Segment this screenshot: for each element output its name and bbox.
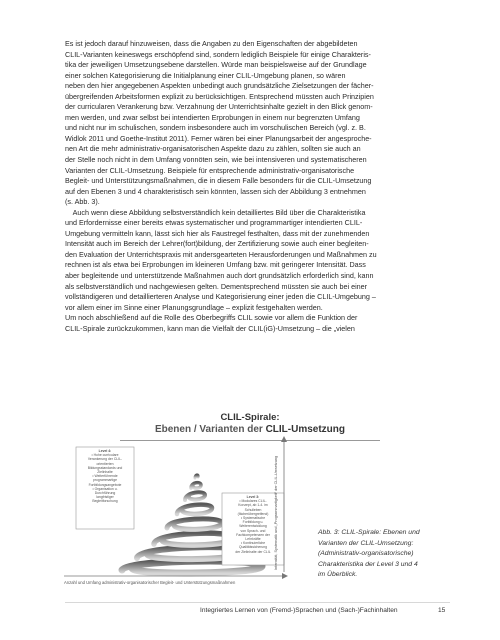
figure-caption: [318, 528, 458, 581]
level-3-line: Lehrkräfte: [245, 537, 261, 542]
horizontal-axis-label: Anzahl und Umfang administrativ-organisatorischer Begleit- und Unterstützungsmaßnahmen: [64, 580, 236, 585]
footer-rule: [65, 602, 450, 603]
text-line: auf den Ebenen 3 und 4 charakteristisch sein könnten, lassen sich der Abbildung 3 entnehmen: [65, 186, 366, 196]
text-line: vor allem einer im Sinne einer Planungsgrundlage – explizit festgehalten werden.: [65, 302, 323, 312]
paragraph-1: [65, 39, 445, 208]
text-line: Intensität auch im Bereich der Lehrer(fort)bildung, der Zertifizierung sowie auch einer begleiten-: [65, 239, 369, 249]
text-line: der Stelle noch nicht in dem Umfang vonnöten sein, wie bei intensiveren und systematischeren: [65, 155, 367, 165]
figure-title-line-1: CLIL-Spirale:: [220, 412, 280, 423]
text-line: neben den hier angegebenen Aspekten unbedingt auch grundsätzliche Zielsetzungen der fächer-: [65, 81, 374, 91]
level-4-line: • Organisation u.: [92, 486, 118, 491]
text-line: vollständigeren und detaillierteren Analyse und Kategorisierung einer jeden die CLIL-Umgebung –: [65, 292, 376, 302]
text-line: nen Art die mehr administrativ-organisatorischen Aspekte dazu zu zählen, sollten sie auch an: [65, 144, 361, 154]
text-line: und nicht nur im schulischen, sondern insbesondere auch im vorschulischen Bereich (vgl. z. B.: [65, 123, 366, 133]
figure-title-part-b: CLIL-Umsetzung: [265, 424, 346, 435]
caption-line: (Administrativ-organisatorische): [318, 550, 414, 557]
level-3-line: Qualitätssicherung: [238, 545, 268, 550]
level-3-line: von Sprach- und: [240, 528, 266, 533]
paragraph-2: [65, 208, 445, 335]
text-line: tika der jeweiligen Umsetzungsebene darstellen. Würde man beispielsweise auf der Grundlage: [65, 60, 367, 70]
caption-line: im Überblick.: [318, 571, 358, 578]
text-line: CLIL-Varianten keineswegs erschöpfend sind, sondern lediglich Beispiele für einige Charakteris-: [65, 49, 371, 59]
level-3-line: • Modulares CLIL-: [239, 499, 267, 504]
text-line: rechnen ist als etwa bei Erprobungen im kleineren Umfang bzw. mit geringerer Intensität. Dass: [65, 260, 366, 270]
level-3-line: Konzept, ab 1-4. im: [238, 503, 268, 508]
level-4-line: Durchführung: [94, 491, 116, 496]
vertical-axis-arrow: [281, 436, 287, 442]
level-4-line: langfristiger: [96, 495, 114, 500]
page-number: 15: [438, 607, 446, 614]
level-4-line: • Weiterführende: [92, 474, 118, 479]
text-line: Begleit- und Unterstützungsmaßnahmen, die in diesem Falle besonders für die CLIL-Umsetzung: [65, 176, 372, 186]
text-line: Auch wenn diese Abbildung selbstverständlich kein detailliertes Bild über die Charakteristika: [65, 207, 366, 217]
level-4-line: Zielinhalte: [97, 470, 113, 475]
spiral-tip: [195, 475, 198, 478]
level-4-line: • Hohe curriculare: [91, 453, 119, 458]
text-line: Um noch abschließend auf die Rolle des Oberbegriffs CLIL sowie vor allem die Funktion der: [65, 313, 358, 323]
spiral-coil-4: [167, 519, 222, 529]
text-line: Widlok 2011 und Goethe-Institut 2011). Ferner wären bei einer Planungsarbeit der angesproche-: [65, 133, 372, 143]
level-4-line: programmartige: [93, 478, 117, 483]
text-line: der curricularen Verankerung bzw. Verzahnung der Unterrichtsinhalte gezielt in den Blick genom-: [65, 102, 373, 112]
level-4-line: Bildungsstandards und: [87, 465, 123, 470]
level-3-line: Schulleben: [244, 507, 262, 512]
body-text: [65, 39, 445, 334]
text-line: und Erfordernisse einer bereits etwas systematischer und programmartiger intendierten CLIL-: [65, 218, 363, 228]
level-4-heading: Level 4:: [98, 449, 112, 453]
text-line: einer solchen Kategorisierung die Initialplanung einer CLIL-Umgebung planen, so wären: [65, 70, 346, 80]
level-3-line: • Systematische: [240, 516, 266, 521]
level-3-heading: Level 3:: [246, 495, 260, 499]
caption-line: Charakteristika der Level 3 und 4: [318, 560, 418, 568]
spiral-coil-7: [191, 483, 201, 489]
figure-title-part-a: Ebenen / Varianten der: [154, 424, 266, 435]
text-line: Varianten der CLIL-Umsetzung. Beispiele für entsprechende administrativ-organisatorische: [65, 165, 355, 175]
text-line: übergreifenden Arbeitsformen explizit zu berücksichtigen. Entsprechend müssten auch Prinzipien: [65, 91, 374, 101]
level-3-line: der Zielinhalte der CLIL: [235, 549, 271, 554]
spiral-coil-5: [177, 505, 212, 514]
text-line: Es ist jedoch darauf hinzuweisen, dass die Angaben zu den Eigenschaften der abgebildeten: [65, 39, 358, 48]
caption-line: Varianten der CLIL-Umsetzung:: [318, 539, 414, 547]
text-line: aber begleitende und unterstützende Maßnahmen auch dort grundsätzlich erforderlich sind, kann: [65, 271, 374, 281]
spiral-coil-6: [185, 492, 205, 500]
level-3-line: Weiterentwicklung: [239, 524, 267, 529]
text-line: den Evaluation der Unterrichtspraxis mit andersgearteten Herausforderungen und Maßnahmen zu: [65, 249, 377, 259]
text-line: Umgebung vermitteln kann, lässt sich hier als Faustregel festhalten, dass mit der zunehmenden: [65, 228, 370, 238]
text-line: men werden, und zwar selbst bei intendierten Erprobungen in einem nur begrenzten Umfang: [65, 112, 360, 122]
level-3-line: (fächerübergreifend): [237, 511, 269, 516]
level-4-line: Fortbildungsangebote: [88, 482, 122, 487]
running-footer: Integriertes Lernen von (Fremd-)Sprachen und (Sach-)Fachinhalten: [200, 607, 398, 614]
level-4-line: Begleitforschung: [92, 499, 118, 504]
level-3-line: Fortbildung u.: [242, 520, 264, 525]
level-3-line: • Kontinuierliche: [240, 541, 266, 546]
caption-line: Abb. 3: CLIL-Spirale: Ebenen und: [318, 529, 420, 536]
level-4-line: orientierten: [96, 461, 114, 466]
level-4-box-text: [77, 449, 133, 504]
vertical-axis-label: Intensität, Systematik und „Programmartigkeit“ der CLIL-Umsetzung: [274, 455, 278, 571]
level-3-line: Fachkompetenzen der: [236, 532, 270, 537]
text-line: CLIL-Spirale zurückzukommen, kann man die Vielfalt der CLIL(iG)-Umsetzung – die „vielen: [65, 323, 355, 333]
text-line: (s. Abb. 3).: [65, 197, 100, 207]
level-4-line: Verankerung der CLIL-: [87, 457, 123, 462]
text-line: als selbstverständlich und nachgewiesen gelten. Dementsprechend müssten sie auch bei einer: [65, 281, 368, 291]
